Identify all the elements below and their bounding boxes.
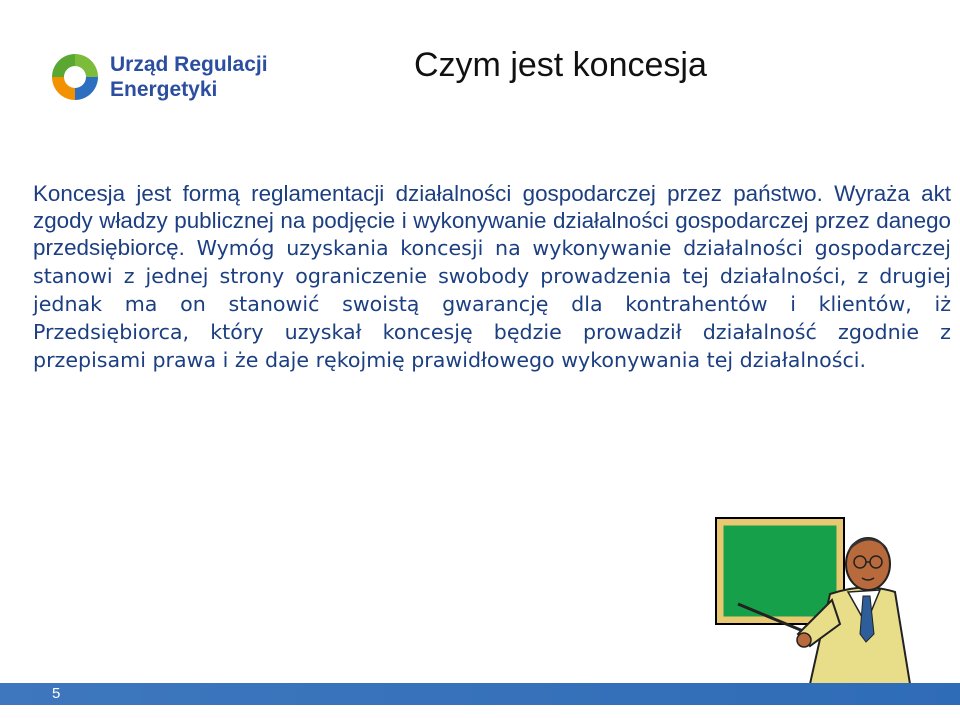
- ure-logo-icon: [48, 50, 102, 104]
- presenter-with-board-icon: [680, 464, 930, 684]
- page-number: 5: [52, 685, 61, 702]
- body-paragraph: [33, 180, 951, 374]
- ure-logo-text: [110, 52, 268, 102]
- logo-line-2: Energetyki: [110, 78, 218, 101]
- paragraph-part-1: Koncesja jest formą reglamentacji działalności gospodarczej przez państwo. Wyraża akt zgody władzy publicznej na podjęcie i wykonywanie działalności gospodarczej przez danego przedsiębiorcę.: [33, 181, 951, 260]
- ure-logo: [48, 48, 288, 108]
- logo-line-1: Urząd Regulacji: [110, 53, 268, 76]
- footer-bar: [0, 683, 960, 705]
- footer-strip: [0, 705, 960, 718]
- paragraph-part-2: Wymóg uzyskania koncesji na wykonywanie działalności gospodarczej stanowi z jednej strony ograniczenie swobody prowadzenia tej działalności, z drugiej jednak ma on stanowić swoistą gwarancję dla kontrahentów i klientów, iż Przedsiębiorca, który uzyskał koncesję będzie prowadził działalność zgodnie z przepisami prawa i że daje rękojmię prawidłowego wykonywania tej działalności.: [33, 236, 951, 372]
- slide-title: Czym jest koncesja: [414, 46, 707, 84]
